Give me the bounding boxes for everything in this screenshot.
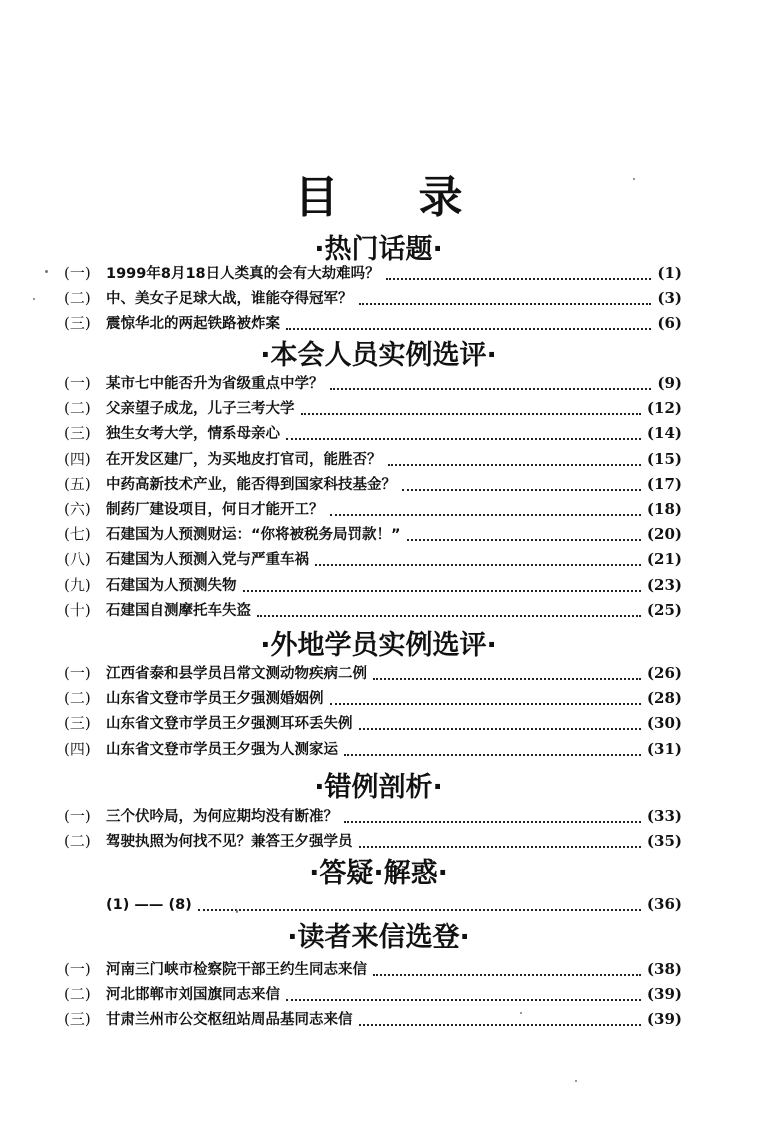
toc-entry[interactable] [64,958,682,980]
entry-title: 1999年8月18日人类真的会有大劫难吗？ [106,266,380,282]
dot-leader [373,666,641,680]
page-title: 目录 [294,172,543,223]
entry-title: (1) —— (8) [106,897,192,913]
entry-title: 驾驶执照为何找不见？兼答王夕强学员 [106,834,353,851]
dot-leader [344,742,641,756]
dot-leader [330,502,641,516]
entry-page-number: (6) [657,314,682,333]
toc-entry[interactable] [64,448,682,470]
toc-entry[interactable] [64,893,682,915]
entry-page-number: (35) [646,832,682,851]
toc-entry[interactable] [64,548,682,570]
entry-title: 河南三门峡市检察院干部王约生同志来信 [106,962,367,978]
toc-entry[interactable] [64,287,682,309]
dot-leader [388,452,641,466]
dot-leader [257,603,641,617]
entry-title: 石建国自测摩托车失盗 [106,602,251,619]
entry-number: (八) [64,550,91,569]
entry-number: (七) [64,525,91,544]
entry-page-number: (26) [646,664,682,682]
entry-page-number: (39) [646,985,682,1004]
section-heading: ·答疑·解惑· [309,858,448,889]
entry-page-number: (33) [646,807,682,825]
entry-title: 在开发区建厂，为买地皮打官司，能胜否？ [106,451,382,468]
entry-title: 中、美女子足球大战，谁能夺得冠军？ [106,291,353,308]
section-heading: ·错例剖析· [314,772,443,803]
toc-entry[interactable] [64,498,682,520]
entry-title: 河北邯郸市刘国旗同志来信 [106,987,280,1004]
dot-leader [359,716,641,730]
entry-title: 中药高新技术产业，能否得到国家科技基金？ [106,476,396,493]
entry-title: 三个伏吟局，为何应期均没有断准？ [106,809,338,825]
entry-page-number: (25) [646,600,682,619]
entry-page-number: (12) [646,399,682,418]
entry-number: (一) [64,960,91,978]
toc-entry[interactable] [64,372,682,394]
entry-number: (二) [64,985,91,1004]
entry-number: (二) [64,399,91,418]
entry-page-number: (39) [646,1010,682,1029]
entry-number: (一) [64,264,91,282]
entry-title: 石建国为人预测财运：“你将被税务局罚款！” [106,527,401,544]
entry-title: 山东省文登市学员王夕强测耳环丢失例 [106,716,353,733]
scan-speck [520,1012,522,1014]
toc-entry[interactable] [64,687,682,709]
entry-page-number: (30) [646,714,682,733]
entry-title: 山东省文登市学员王夕强为人测家运 [106,741,338,758]
entry-number: (九) [64,575,91,594]
entry-page-number: (31) [646,739,682,758]
toc-entry[interactable] [64,983,682,1005]
entry-title: 石建国为人预测失物 [106,577,237,594]
entry-page-number: (15) [646,449,682,468]
dot-leader [301,401,641,415]
toc-entry[interactable] [64,830,682,852]
entry-number: (三) [64,424,91,443]
entry-number: (一) [64,807,91,825]
toc-entry[interactable] [64,262,682,284]
dot-leader [359,1012,641,1026]
entry-page-number: (38) [646,960,682,978]
entry-number: (三) [64,314,91,333]
toc-entry[interactable] [64,662,682,684]
toc-entry[interactable] [64,473,682,495]
entry-title: 震惊华北的两起铁路被炸案 [106,316,280,333]
dot-leader [286,987,641,1001]
dot-leader [407,527,641,541]
dot-leader [243,578,641,592]
entry-page-number: (23) [646,575,682,594]
entry-title: 甘肃兰州市公交枢纽站周品基同志来信 [106,1012,353,1029]
entry-title: 山东省文登市学员王夕强测婚姻例 [106,691,324,708]
toc-entry[interactable] [64,397,682,419]
scan-speck [575,1080,577,1082]
toc-entry[interactable] [64,422,682,444]
dot-leader [198,897,641,911]
dot-leader [373,962,641,976]
toc-entry[interactable] [64,805,682,827]
entry-title: 石建国为人预测入党与严重车祸 [106,552,309,569]
entry-title: 江西省泰和县学员吕常文测动物疾病二例 [106,666,367,682]
entry-title: 制药厂建设项目，何日才能开工？ [106,502,324,518]
entry-number: (六) [64,500,91,518]
scan-speck [45,270,48,273]
entry-page-number: (17) [646,474,682,493]
section-heading: ·外地学员实例选评· [260,630,497,661]
entry-title: 父亲望子成龙，儿子三考大学 [106,401,295,418]
scan-speck [236,910,238,913]
entry-number: (二) [64,289,91,308]
dot-leader [359,834,641,848]
entry-number: (二) [64,832,91,851]
dot-leader [359,291,652,305]
entry-number: (四) [64,739,91,758]
section-heading: ·读者来信选登· [287,922,470,953]
entry-title: 独生女考大学，情系母亲心 [106,426,280,443]
entry-page-number: (14) [646,424,682,443]
scan-speck [633,178,635,180]
entry-number: (一) [64,374,91,392]
dot-leader [344,809,641,823]
entry-title: 某市七中能否升为省级重点中学？ [106,376,324,392]
entry-page-number: (9) [657,374,682,392]
scan-speck [33,298,35,300]
toc-entry[interactable] [64,312,682,334]
toc-entry[interactable] [64,712,682,734]
entry-number: (三) [64,1010,91,1029]
entry-number: (五) [64,474,91,493]
section-heading: ·热门话题· [314,234,443,265]
section-heading: ·本会人员实例选评· [260,340,497,371]
entry-number: (十) [64,600,91,619]
dot-leader [402,477,641,491]
entry-number: (一) [64,664,91,682]
entry-page-number: (20) [646,525,682,544]
dot-leader [330,691,641,705]
dot-leader [386,266,652,280]
toc-entry[interactable] [64,574,682,596]
entry-page-number: (1) [657,264,682,282]
entry-page-number: (28) [646,689,682,708]
toc-entry[interactable] [64,738,682,760]
entry-page-number: (36) [646,895,682,913]
dot-leader [286,426,641,440]
dot-leader [315,552,641,566]
dot-leader [286,316,651,330]
toc-entry[interactable] [64,523,682,545]
entry-number: (二) [64,689,91,708]
entry-number: (四) [64,449,91,468]
entry-page-number: (3) [657,289,682,308]
entry-number: (三) [64,714,91,733]
dot-leader [330,376,652,390]
entry-page-number: (18) [646,500,682,518]
toc-entry[interactable] [64,1008,682,1030]
toc-entry[interactable] [64,599,682,621]
entry-page-number: (21) [646,550,682,569]
